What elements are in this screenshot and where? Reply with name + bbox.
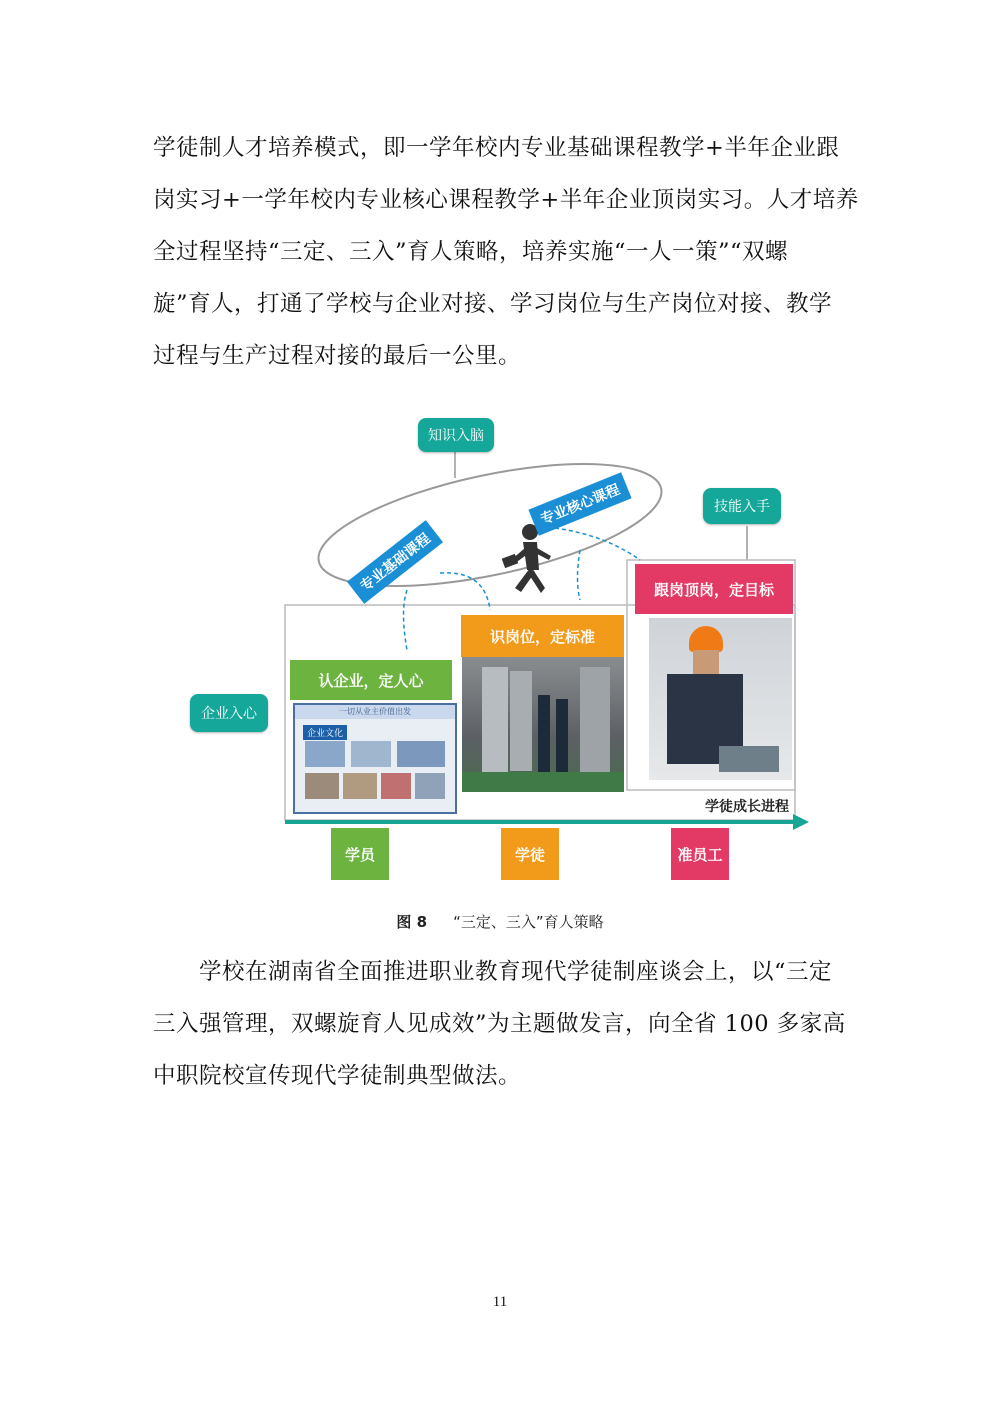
caption-number: 图 8 [396,913,428,931]
dashed-arrow-1 [404,590,408,650]
walking-person-icon [502,524,551,593]
stage-label-apprentice: 学徒 [501,828,559,880]
intro-paragraph [153,122,859,382]
stage3-header: 跟岗顶岗，定目标 [635,564,793,614]
stage1-header: 认企业，定人心 [290,660,452,700]
knowledge-tag: 知识入脑 [418,418,494,452]
progress-arrowhead [793,814,809,830]
strategy-figure [185,410,825,890]
skill-tag: 技能入手 [703,488,781,524]
paragraph-line: 三入强管理，双螺旋育人见成效”为主题做发言，向全省 100 多家高 [153,1011,846,1037]
paragraph-line: 学校在湖南省全面推进职业教育现代学徒制座谈会上，以“三定 [199,959,833,985]
enterprise-tag: 企业入心 [190,694,268,732]
paragraph-line: 旋”育人，打通了学校与企业对接、学习岗位与生产岗位对接、教学 [153,291,833,317]
paragraph-line: 中职院校宣传现代学徒制典型做法。 [153,1063,522,1089]
workshop-photo [462,657,624,792]
photo-banner: 一切从业主价值出发 [295,705,455,719]
figure-caption [0,911,1000,932]
stage-label-trainee: 学员 [331,828,389,880]
enterprise-culture-photo [293,703,457,814]
stage2-header: 识岗位，定标准 [461,615,624,657]
progress-label: 学徒成长进程 [705,799,789,815]
conference-paragraph [153,946,853,1102]
paragraph-line: 岗实习+一学年校内专业核心课程教学+半年企业顶岗实习。人才培养 [153,187,859,213]
dashed-arrow-4 [578,550,581,600]
paragraph-line: 全过程坚持“三定、三入”育人策略，培养实施“一人一策”“双螺 [153,239,789,265]
worker-photo [649,618,792,780]
caption-title: “三定、三入”育人策略 [453,913,604,931]
paragraph-line: 过程与生产过程对接的最后一公里。 [153,343,522,369]
page-number: 11 [492,1294,508,1310]
photo-culture-label: 企业文化 [303,725,347,740]
stage-label-quasi-employee: 准员工 [671,828,729,880]
core-course-label: 专业核心课程 [528,472,631,535]
paragraph-line: 学徒制人才培养模式，即一学年校内专业基础课程教学+半年企业跟 [153,135,840,161]
basic-course-label: 专业基础课程 [347,520,443,604]
